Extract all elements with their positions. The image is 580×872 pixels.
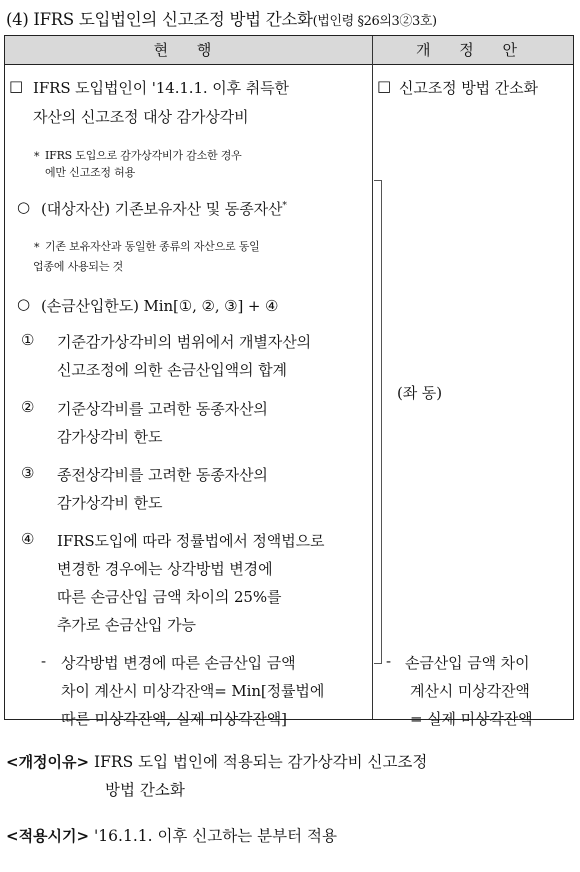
current-n4-line3: 따른 손금산입 금액 차이의 25%를 [57,588,282,606]
bullet2-circle: ○ [17,295,30,313]
comparison-table [4,35,574,728]
current-n1-line2: 신고조정에 의한 손금산입액의 합계 [57,361,287,379]
note2-asterisk: * [34,241,40,254]
current-item1-line2: 자산의 신고조정 대상 감가상각비 [33,108,249,126]
n3-marker: ③ [21,464,35,482]
effective-date [6,824,337,846]
current-n2-line2: 감가상각비 한도 [57,428,163,446]
n1-marker: ① [21,331,35,349]
table-header [5,36,573,65]
bullet1-circle: ○ [17,198,30,216]
current-note1-line2: 에만 신고조정 허용 [45,166,136,179]
header-revised: 개 정 안 [415,41,529,59]
current-n1-line1: 기준감가상각비의 범위에서 개별자산의 [57,333,311,351]
revised-dash-marker: - [386,652,391,670]
current-n2-line1: 기준상각비를 고려한 동종자산의 [57,400,268,418]
revised-checkbox-marker: □ [377,77,392,95]
item-checkbox-marker: □ [9,77,24,95]
same-as-left-bracket [374,180,382,664]
legal-reference: (법인령 §26의3②3호) [312,14,437,29]
revised-item1: 신고조정 방법 간소화 [399,79,538,97]
revision-reason-label: <개정이유> [6,753,90,771]
section-title [6,6,576,30]
revision-reason-line1: IFRS 도입 법인에 적용되는 감가상각비 신고조정 [94,753,428,771]
dash-marker: - [41,652,46,670]
revised-dash-line2: 계산시 미상각잔액 [410,682,530,700]
effective-date-label: <적용시기> [6,827,90,845]
revised-dash-line3: = 실제 미상각잔액 [410,710,533,728]
note1-asterisk: * [34,150,40,163]
revised-dash-line1: 손금산입 금액 차이 [405,654,530,672]
current-bullet2: (손금산입한도) Min[①, ②, ③] + ④ [41,297,279,315]
current-item1-line1: IFRS 도입법인이 '14.1.1. 이후 취득한 [33,79,289,97]
current-dash-line1: 상각방법 변경에 따른 손금산입 금액 [61,654,296,672]
effective-date-text: '16.1.1. 이후 신고하는 분부터 적용 [94,827,337,845]
column-divider [372,36,373,719]
current-note1-line1: IFRS 도입으로 감가상각비가 감소한 경우 [45,149,242,162]
current-note2-line1: 기존 보유자산과 동일한 종류의 자산으로 동일 [45,240,260,253]
current-dash-line3: 따른 미상각잔액, 실제 미상각잔액] [61,710,287,728]
current-bullet1 [41,198,287,219]
current-n3-line2: 감가상각비 한도 [57,494,163,512]
n4-marker: ④ [21,530,35,548]
current-n3-line1: 종전상각비를 고려한 동종자산의 [57,466,268,484]
section-title-main: (4) IFRS 도입법인의 신고조정 방법 간소화 [6,10,313,29]
current-note2-line2: 업종에 사용되는 것 [33,260,124,273]
current-bullet1-sup: * [282,201,287,211]
header-current: 현 행 [153,41,224,59]
current-dash-line2: 차이 계산시 미상각잔액= Min[정률법에 [61,682,325,700]
revision-reason [6,750,427,772]
revised-same-as-left: (좌 동) [397,384,442,402]
revision-reason-cont: 방법 간소화 [105,781,185,799]
current-n4-line1: IFRS도입에 따라 정률법에서 정액법으로 [57,532,325,550]
current-n4-line4: 추가로 손금산입 가능 [57,616,196,634]
current-bullet1-text: (대상자산) 기존보유자산 및 동종자산 [41,200,283,218]
current-n4-line2: 변경한 경우에는 상각방법 변경에 [57,560,273,578]
n2-marker: ② [21,398,35,416]
